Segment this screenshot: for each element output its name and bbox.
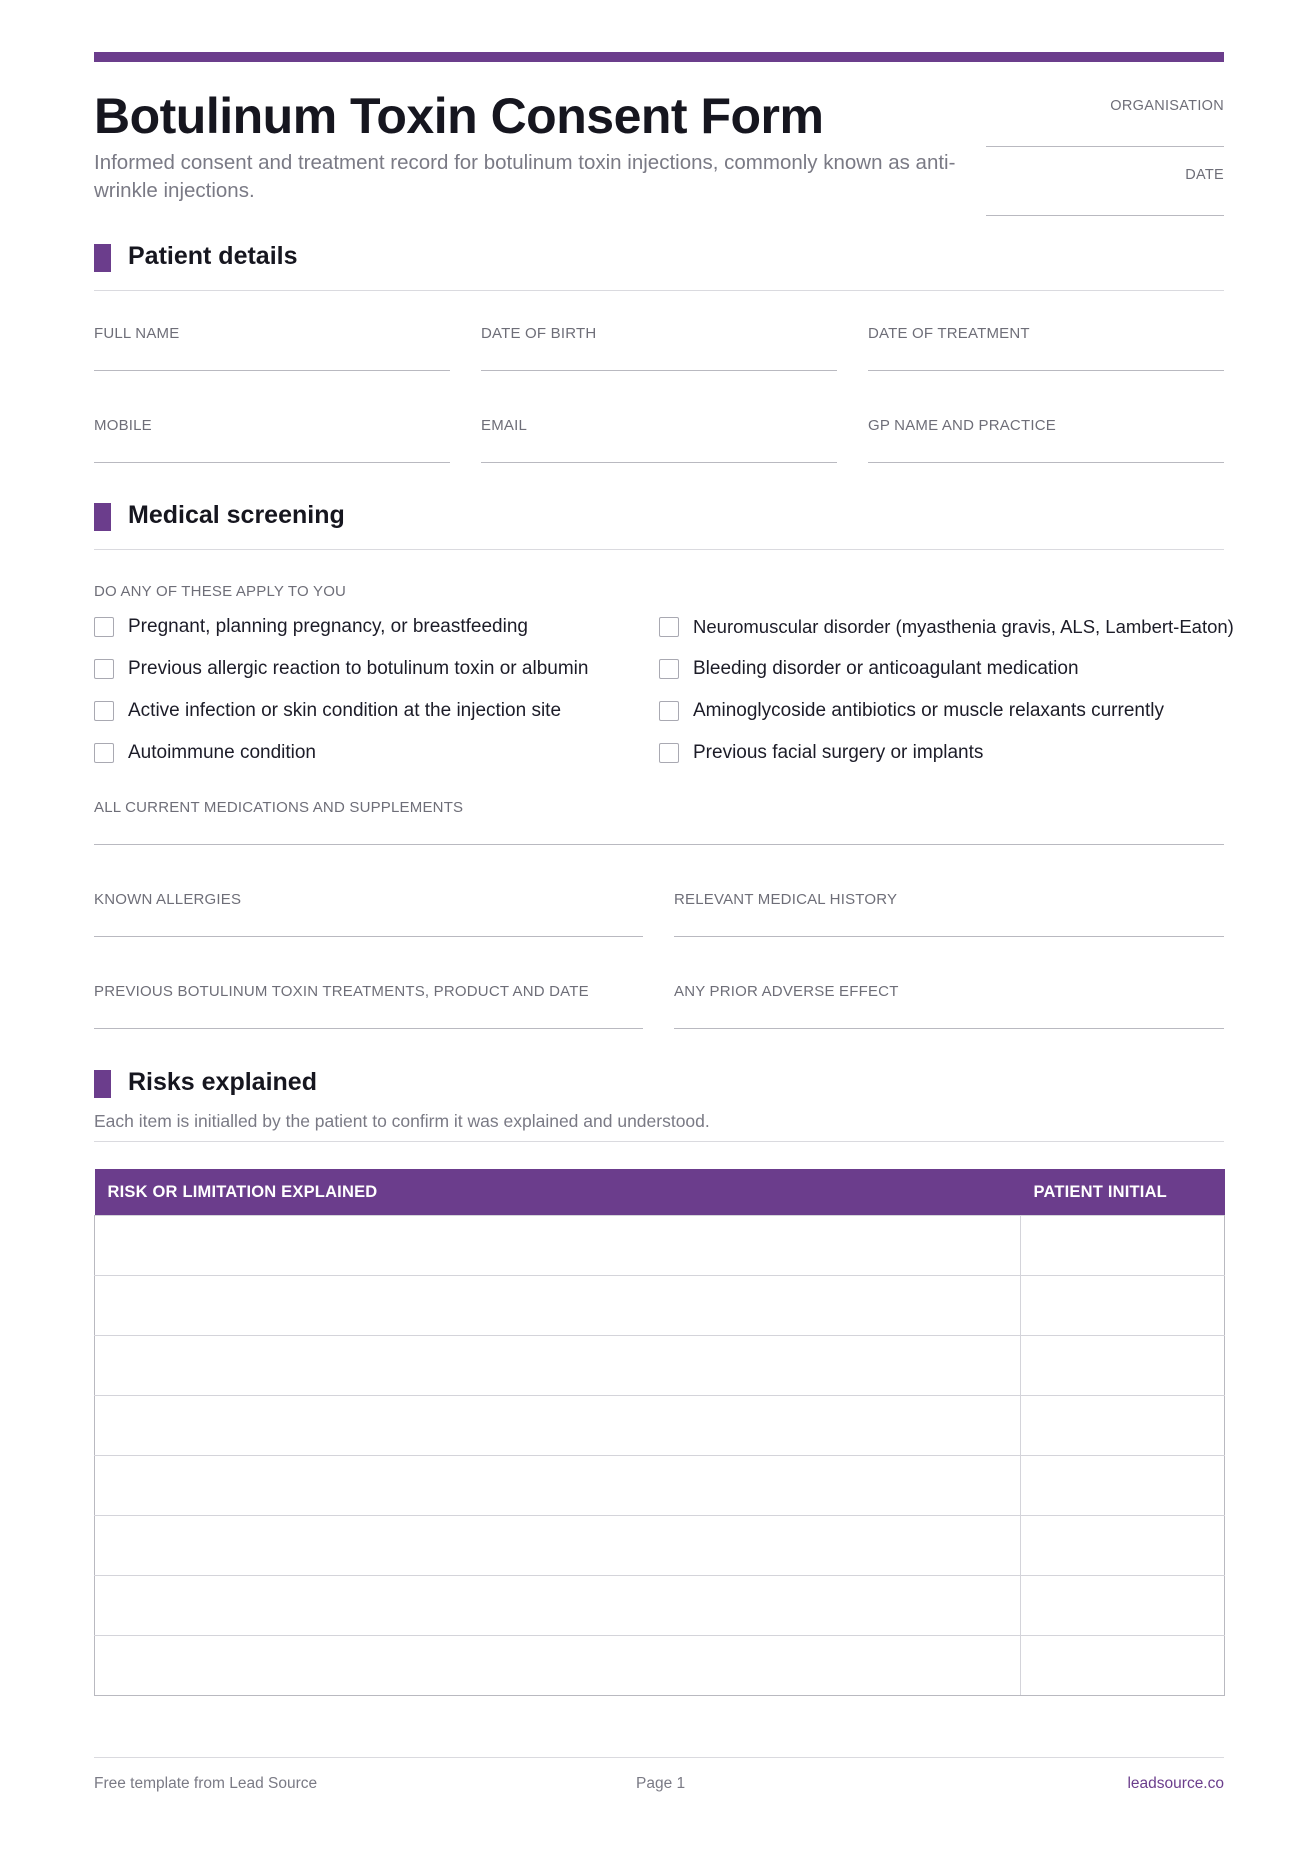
initial-cell[interactable]: [1021, 1336, 1225, 1396]
date-of-birth-label: DATE OF BIRTH: [481, 325, 597, 342]
section-marker: [94, 1070, 111, 1098]
risk-cell[interactable]: [95, 1576, 1021, 1636]
checkbox-label: Bleeding disorder or anticoagulant medication: [693, 658, 1079, 679]
page-subtitle: Informed consent and treatment record for botulinum toxin injections, commonly known as anti-wrinkle injections.: [94, 151, 956, 202]
table-row: [95, 1216, 1225, 1276]
table-row: [95, 1516, 1225, 1576]
section-divider: [94, 290, 1224, 291]
risk-column-header: RISK OR LIMITATION EXPLAINED: [95, 1169, 1021, 1216]
mobile-line: [94, 462, 450, 463]
section-title: Patient details: [128, 242, 298, 270]
section-title: Medical screening: [128, 501, 345, 529]
checkbox-icon[interactable]: [659, 659, 679, 679]
initial-cell[interactable]: [1021, 1576, 1225, 1636]
date-of-birth-line: [481, 370, 837, 371]
footer-credit: Free template from Lead Source: [94, 1775, 318, 1792]
checkbox-label: Aminoglycoside antibiotics or muscle relaxants currently: [693, 700, 1164, 721]
full-name-line: [94, 370, 450, 371]
footer-link[interactable]: leadsource.co: [1127, 1775, 1224, 1792]
email-line: [481, 462, 837, 463]
email-label: EMAIL: [481, 417, 528, 434]
risks-table: [94, 1169, 1225, 1696]
previous-treatments-label: PREVIOUS BOTULINUM TOXIN TREATMENTS, PRODUCT AND DATE: [94, 983, 589, 1000]
checkbox-icon[interactable]: [659, 617, 679, 637]
full-name-label: FULL NAME: [94, 325, 180, 342]
section-note: Each item is initialled by the patient to confirm it was explained and understood.: [94, 1111, 710, 1131]
medications-line: [94, 844, 1224, 845]
checkbox-label: Autoimmune condition: [128, 742, 316, 763]
checkbox-icon[interactable]: [94, 659, 114, 679]
risk-cell[interactable]: [95, 1216, 1021, 1276]
risk-cell[interactable]: [95, 1636, 1021, 1696]
previous-treatments-line: [94, 1028, 643, 1029]
screening-group-label: DO ANY OF THESE APPLY TO YOU: [94, 583, 347, 600]
initial-column-header: PATIENT INITIAL: [1021, 1169, 1225, 1216]
organisation-line: [986, 146, 1224, 147]
initial-cell[interactable]: [1021, 1396, 1225, 1456]
initial-cell[interactable]: [1021, 1456, 1225, 1516]
table-row: [95, 1456, 1225, 1516]
initial-cell[interactable]: [1021, 1276, 1225, 1336]
initial-cell[interactable]: [1021, 1516, 1225, 1576]
footer-page-number: Page 1: [636, 1775, 686, 1792]
adverse-effect-label: ANY PRIOR ADVERSE EFFECT: [674, 983, 899, 1000]
section-divider: [94, 549, 1224, 550]
medical-history-label: RELEVANT MEDICAL HISTORY: [674, 891, 898, 908]
risk-cell[interactable]: [95, 1336, 1021, 1396]
checkbox-label: Pregnant, planning pregnancy, or breastfeeding: [128, 616, 528, 637]
checkbox-icon[interactable]: [94, 617, 114, 637]
medical-history-line: [674, 936, 1224, 937]
checkbox-icon[interactable]: [94, 743, 114, 763]
organisation-label: ORGANISATION: [1110, 98, 1224, 114]
date-field[interactable]: [986, 167, 1224, 183]
checkbox-icon[interactable]: [94, 701, 114, 721]
mobile-label: MOBILE: [94, 417, 152, 434]
table-row: [95, 1576, 1225, 1636]
table-header-row: [95, 1169, 1225, 1216]
checkbox-label: Previous facial surgery or implants: [693, 742, 984, 763]
checkbox-icon[interactable]: [659, 701, 679, 721]
accent-top-bar: [94, 52, 1224, 62]
table-row: [95, 1396, 1225, 1456]
adverse-effect-line: [674, 1028, 1224, 1029]
footer-divider: [94, 1757, 1224, 1758]
page-title: Botulinum Toxin Consent Form: [94, 88, 824, 144]
checkbox-icon[interactable]: [659, 743, 679, 763]
initial-cell[interactable]: [1021, 1216, 1225, 1276]
date-line: [986, 215, 1224, 216]
table-row: [95, 1636, 1225, 1696]
risk-cell[interactable]: [95, 1396, 1021, 1456]
organisation-field[interactable]: [986, 98, 1224, 114]
initial-cell[interactable]: [1021, 1636, 1225, 1696]
risk-cell[interactable]: [95, 1516, 1021, 1576]
checkbox-label: Previous allergic reaction to botulinum toxin or albumin: [128, 658, 589, 679]
known-allergies-line: [94, 936, 643, 937]
table-row: [95, 1276, 1225, 1336]
checkbox-label: Neuromuscular disorder (myasthenia gravis, ALS, Lambert-Eaton): [693, 616, 1234, 637]
medications-label: ALL CURRENT MEDICATIONS AND SUPPLEMENTS: [94, 799, 464, 816]
section-title: Risks explained: [128, 1068, 317, 1096]
date-of-treatment-line: [868, 370, 1224, 371]
section-divider: [94, 1141, 1224, 1142]
gp-name-label: GP NAME AND PRACTICE: [868, 417, 1056, 434]
date-of-treatment-label: DATE OF TREATMENT: [868, 325, 1030, 342]
risk-cell[interactable]: [95, 1456, 1021, 1516]
checkbox-label: Active infection or skin condition at the injection site: [128, 700, 562, 721]
known-allergies-label: KNOWN ALLERGIES: [94, 891, 242, 908]
gp-name-line: [868, 462, 1224, 463]
section-marker: [94, 503, 111, 531]
table-row: [95, 1336, 1225, 1396]
date-label: DATE: [1185, 167, 1224, 183]
section-marker: [94, 244, 111, 272]
risk-cell[interactable]: [95, 1276, 1021, 1336]
